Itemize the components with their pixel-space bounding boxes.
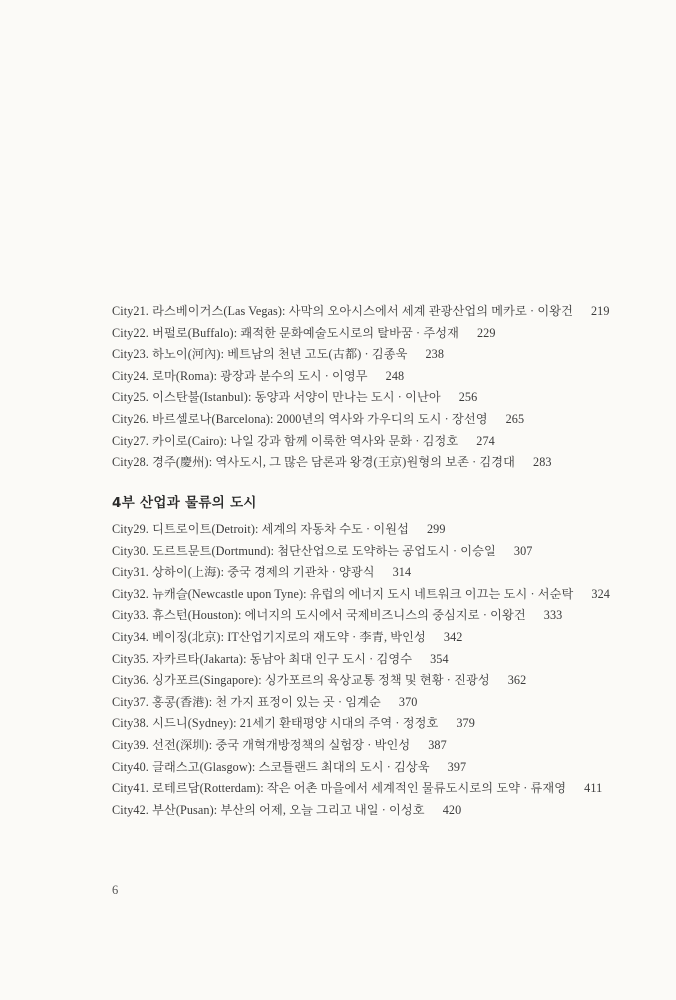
- entry-title: City25. 이스탄불(Istanbul): 동양과 서양이 만나는 도시 · 이난아: [112, 390, 441, 405]
- entry-page: 219: [590, 304, 610, 318]
- toc-entry: [112, 366, 642, 388]
- entry-title: City39. 선전(深圳): 중국 개혁개방정책의 실험장 · 박인성: [112, 737, 411, 752]
- toc-entry: [112, 323, 642, 345]
- entry-page: 265: [505, 411, 525, 426]
- entry-title: City27. 카이로(Cairo): 나일 강과 함께 이룩한 역사와 문화 · 김정호: [112, 433, 459, 448]
- entry-page: 342: [443, 629, 463, 644]
- toc-list-section-4: [112, 519, 642, 821]
- entry-page: 420: [442, 802, 462, 817]
- toc-entry: [112, 800, 642, 822]
- toc-entry: [112, 301, 642, 323]
- entry-title: City42. 부산(Pusan): 부산의 어제, 오늘 그리고 내일 · 이성호: [112, 802, 425, 817]
- entry-title: City28. 경주(慶州): 역사도시, 그 많은 담론과 왕경(王京)원형의 보존 · 김경대: [112, 455, 516, 470]
- toc-entry: [112, 344, 642, 366]
- toc-entry: [112, 541, 642, 563]
- toc-entry: [112, 627, 642, 649]
- toc-entry: [112, 409, 642, 431]
- entry-title: City35. 자카르타(Jakarta): 동남아 최대 인구 도시 · 김영수: [112, 651, 413, 666]
- entry-title: City22. 버펄로(Buffalo): 쾌적한 문화예술도시로의 탈바꿈 · 주성재: [112, 325, 459, 340]
- toc-entry: [112, 519, 642, 541]
- toc-entry: [112, 670, 642, 692]
- toc-entry: [112, 649, 642, 671]
- entry-title: City21. 라스베이거스(Las Vegas): 사막의 오아시스에서 세계 관광산업의 메카로 · 이왕건: [112, 304, 573, 318]
- toc-entry: [112, 778, 642, 800]
- toc-entry: [112, 757, 642, 779]
- entry-page: 274: [476, 433, 495, 448]
- entry-page: 238: [425, 347, 445, 362]
- toc-entry: [112, 431, 642, 453]
- entry-title: City31. 상하이(上海): 중국 경제의 기관차 · 양광식: [112, 565, 375, 580]
- entry-title: City36. 싱가포르(Singapore): 싱가포르의 육상교통 정책 및 현황 · 진광성: [112, 673, 490, 688]
- toc-entry: [112, 605, 642, 627]
- page-number: 6: [112, 883, 119, 897]
- toc-entry: [112, 584, 642, 606]
- section-heading: 4부 산업과 물류의 도시: [112, 495, 257, 511]
- toc-entry: [112, 562, 642, 584]
- entry-page: 397: [447, 759, 467, 774]
- toc-entry: [112, 452, 642, 474]
- toc-entry: [112, 692, 642, 714]
- entry-page: 362: [507, 673, 527, 688]
- entry-title: City34. 베이징(北京): IT산업기지로의 재도약 · 李青, 박인성: [112, 629, 426, 644]
- entry-title: City23. 하노이(河內): 베트남의 천년 고도(古都) · 김종욱: [112, 347, 408, 362]
- toc-list-before: [112, 301, 642, 474]
- entry-title: City40. 글래스고(Glasgow): 스코틀랜드 최대의 도시 · 김상욱: [112, 759, 430, 774]
- entry-page: 299: [426, 522, 446, 536]
- entry-page: 283: [533, 455, 552, 470]
- toc-entry: [112, 713, 642, 735]
- entry-page: 379: [456, 716, 475, 731]
- entry-title: City33. 휴스턴(Houston): 에너지의 도시에서 국제비즈니스의 중심지로 · 이왕건: [112, 608, 526, 623]
- entry-title: City41. 로테르담(Rotterdam): 작은 어촌 마을에서 세계적인 물류도시로의 도약 · 류재영: [112, 781, 567, 796]
- entry-page: 229: [476, 325, 496, 340]
- entry-page: 354: [430, 651, 449, 666]
- entry-page: 256: [458, 390, 478, 405]
- entry-page: 411: [584, 781, 603, 796]
- entry-page: 324: [591, 586, 610, 601]
- entry-title: City26. 바르셀로나(Barcelona): 2000년의 역사와 가우디의 도시 · 장선영: [112, 411, 488, 426]
- entry-title: City38. 시드니(Sydney): 21세기 환태평양 시대의 주역 · 정정호: [112, 716, 439, 731]
- toc-entry: [112, 387, 642, 409]
- entry-page: 333: [543, 608, 563, 623]
- entry-title: City30. 도르트문트(Dortmund): 첨단산업으로 도약하는 공업도시 · 이승일: [112, 543, 496, 558]
- entry-title: City29. 디트로이트(Detroit): 세계의 자동차 수도 · 이원섭: [112, 522, 409, 536]
- entry-title: City32. 뉴캐슬(Newcastle upon Tyne): 유럽의 에너지 도시 네트워크 이끄는 도시 · 서순탁: [112, 586, 574, 601]
- toc-entry: [112, 735, 642, 757]
- entry-page: 307: [513, 543, 533, 558]
- entry-page: 370: [398, 694, 418, 709]
- entry-page: 314: [392, 565, 412, 580]
- entry-page: 248: [385, 368, 405, 383]
- entry-title: City24. 로마(Roma): 광장과 분수의 도시 · 이영무: [112, 368, 368, 383]
- entry-page: 387: [428, 737, 447, 752]
- entry-title: City37. 홍콩(香港): 천 가지 표정이 있는 곳 · 임계순: [112, 694, 381, 709]
